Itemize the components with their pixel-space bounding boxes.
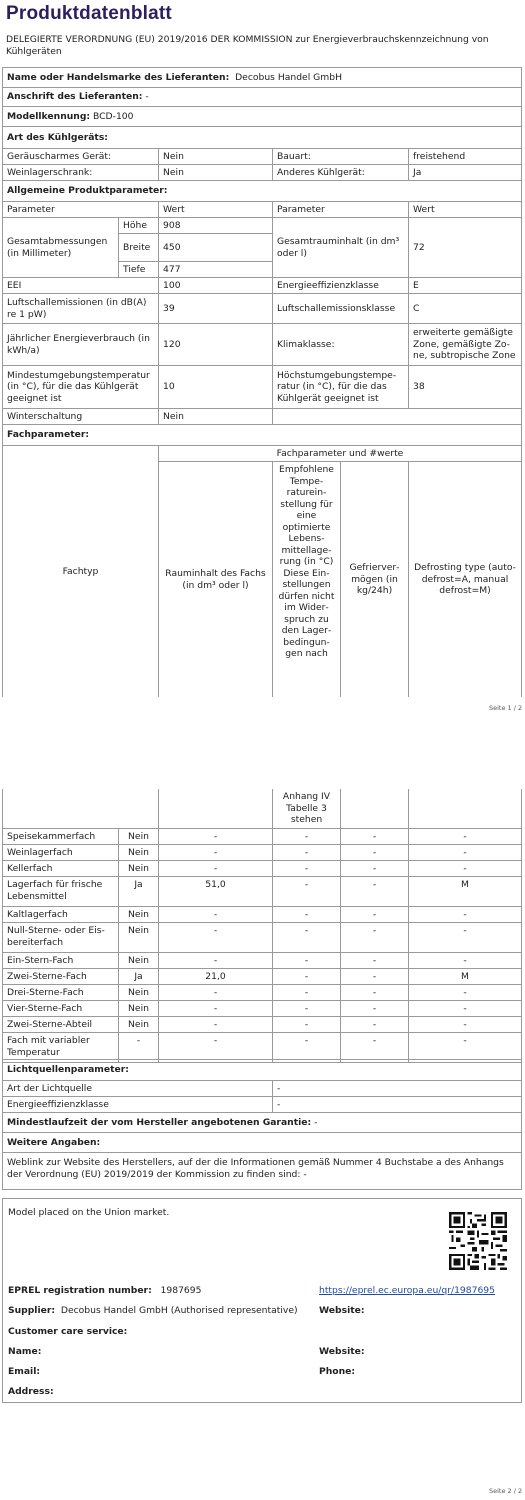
compartment-volume-cell: - [158,1016,273,1033]
page-number-1: Seite 1 / 2 [489,704,523,712]
climate-class-value: erweiterte gemäßigte Zone, gemäßigte Zone, subtropische Zone [408,323,522,366]
model-value: BCD-100 [93,110,134,122]
union-market-text: Model placed on the Union market. [8,1207,170,1218]
col-compartment-volume: Rauminhalt des Fachs (in dm³ oder l) [158,461,273,697]
max-ambient-temp-value: 38 [408,365,522,409]
compartment-freeze-cell: - [340,844,409,861]
light-efficiency-value: - [272,1096,522,1113]
compartment-defrost-cell: M [408,876,522,907]
compartment-present-cell: Nein [118,906,159,923]
dimensions-label: Gesamtabmessungen (in Millimeter) [2,217,119,278]
compartment-type-cell: Speisekammerfach [2,828,119,845]
care-phone-label: Phone: [319,1366,356,1377]
max-ambient-temp-label: Höchstumgebungstemperatur (in °C), für die das Kühlgerät geeignet ist [272,365,409,409]
general-params-heading: Allgemeine Produktparameter: [2,180,522,202]
compartment-volume-cell: - [158,906,273,923]
compartment-defrost-cell: - [408,844,522,861]
compartment-defrost-cell: - [408,828,522,845]
other-device-value: Ja [408,164,522,181]
compartment-temp-cell: - [272,984,341,1001]
warranty-value: - [314,1116,318,1128]
document-title: Produktdatenblatt [6,3,172,24]
winter-switch-value: Nein [158,408,273,425]
care-name-label: Name: [8,1346,42,1357]
compartment-freeze-cell: - [340,922,409,953]
compartment-present-cell: Nein [118,860,159,877]
compartment-defrost-cell: - [408,952,522,969]
compartment-freeze-cell: - [340,1032,409,1063]
compartment-volume-cell: - [158,828,273,845]
height-value: 908 [158,217,273,234]
compartment-volume-cell: 51,0 [158,876,273,907]
compartment-temp-cell: - [272,906,341,923]
compartment-present-cell: - [118,1032,159,1063]
compartment-type-cell: Lagerfach für frische Lebensmittel [2,876,119,907]
compartment-volume-cell: - [158,952,273,969]
compartment-present-cell: Nein [118,828,159,845]
compartment-freeze-cell: - [340,984,409,1001]
col-parameter-2: Parameter [272,201,409,218]
compartment-present-cell: Ja [118,876,159,907]
compartment-freeze-cell: - [340,876,409,907]
supplier-address-label: Anschrift des Lieferanten: [7,91,143,103]
compartment-temp-cell: - [272,922,341,953]
compartment-present-cell: Nein [118,952,159,969]
compartment-type-cell: Zwei-Sterne-Abteil [2,1016,119,1033]
total-volume-value: 72 [408,217,522,278]
col-recommended-temp: Empfohlene Temperatureinstellung für eine optimierte Lebensmittellagerung (in °C) Diese Einstellungen dürfen nicht im Widerspruch zu den Lagerbedingungen nach [272,461,341,697]
compartment-type-cell: Weinlagerfach [2,844,119,861]
compartment-freeze-cell: - [340,906,409,923]
width-value: 450 [158,233,273,262]
compartment-temp-cell: - [272,952,341,969]
compartment-defrost-cell: - [408,1016,522,1033]
compartment-freeze-cell: - [340,968,409,985]
supplier-name-value: Decobus Handel GmbH [235,71,342,83]
compartment-params-heading: Fachparameter: [2,424,522,446]
min-ambient-temp-label: Mindestumgebungstemperatur (in °C), für die das Kühlgerät geeignet ist [2,365,159,409]
eprel-link[interactable]: https://eprel.ec.europa.eu/qr/1987695 [319,1285,495,1296]
compartment-temp-cell: - [272,844,341,861]
compartment-volume-cell: - [158,922,273,953]
col-value: Wert [158,201,273,218]
design-label: Bauart: [272,148,409,165]
height-label: Höhe [118,217,159,234]
compartment-freeze-cell: - [340,828,409,845]
compartment-freeze-cell: - [340,1016,409,1033]
warranty-label: Mindestlaufzeit der vom Hersteller angebotenen Garantie: [7,1116,312,1128]
col-value-2: Wert [408,201,522,218]
compartment-present-cell: Nein [118,844,159,861]
noise-class-value: C [408,293,522,324]
compartment-volume-cell: - [158,984,273,1001]
light-params-heading: Lichtquellenparameter: [2,1059,522,1081]
col-parameter: Parameter [2,201,159,218]
supplier-address-value: - [145,91,149,103]
compartment-defrost-cell: - [408,906,522,923]
design-value: freistehend [408,148,522,165]
compartment-defrost-cell: M [408,968,522,985]
compartment-type-cell: Fach mit variabler Temperatur [2,1032,119,1063]
compartment-temp-cell: - [272,1032,341,1063]
compartment-type-cell: Vier-Sterne-Fach [2,1000,119,1017]
low-noise-value: Nein [158,148,273,165]
compartment-type-cell: Drei-Sterne-Fach [2,984,119,1001]
compartment-volume-cell: 21,0 [158,968,273,985]
model-label: Modellkennung: [7,110,91,122]
col-freezing-capacity: Gefriervermögen (in kg/24h) [340,461,409,697]
compartment-type-cell: Kaltlagerfach [2,906,119,923]
noise-value: 39 [158,293,273,324]
eprel-registration-value: 1987695 [160,1285,202,1296]
supplier-name-label: Name oder Handelsmarke des Lieferanten: [7,71,230,83]
light-source-label: Art der Lichtquelle [2,1080,273,1097]
eei-value: 100 [158,277,273,294]
total-volume-label: Gesamtrauminhalt (in dm³ oder l) [272,217,409,278]
compartment-temp-cell: - [272,860,341,877]
compartment-present-cell: Ja [118,968,159,985]
col-defrost-type-cont [408,789,522,829]
compartment-temp-cell: - [272,1000,341,1017]
compartment-volume-cell: - [158,1000,273,1017]
eprel-box [2,1198,522,1403]
regulation-subtitle: DELEGIERTE VERORDNUNG (EU) 2019/2016 DER KOMMISSION zur Energieverbrauchskennzeichnung von Kühlgeräten [6,34,489,57]
further-info-text: Weblink zur Website des Herstellers, auf der die Informationen gemäß Nummer 4 Buchstabe a des Anhangs der Verordnung (EU) 2019/2019 der Kommission zu finden sind: - [2,1152,522,1190]
compartment-type-cell: Zwei-Sterne-Fach [2,968,119,985]
qr-code-icon [449,1212,507,1270]
compartment-temp-cell: - [272,876,341,907]
col-compartment-volume-cont [158,789,273,829]
compartment-present-cell: Nein [118,1016,159,1033]
device-type-heading: Art des Kühlgeräts: [2,126,522,149]
energy-consumption-label: Jährlicher Energieverbrauch (in kWh/a) [2,323,159,366]
col-recommended-temp-cont: Anhang IV Tabelle 3 stehen [272,789,341,829]
compartment-present-cell: Nein [118,1000,159,1017]
noise-label: Luftschallemissionen (in dB(A) re 1 pW) [2,293,159,324]
compartment-defrost-cell: - [408,1032,522,1063]
compartment-defrost-cell: - [408,984,522,1001]
further-info-heading: Weitere Angaben: [2,1132,522,1153]
eprel-supplier-label: Supplier: [8,1305,56,1316]
care-website-label: Website: [319,1346,365,1357]
min-ambient-temp-value: 10 [158,365,273,409]
compartment-freeze-cell: - [340,952,409,969]
compartment-volume-cell: - [158,1032,273,1063]
compartment-volume-cell: - [158,860,273,877]
col-compartment-type-cont [2,789,159,829]
wine-cabinet-label: Weinlagerschrank: [2,164,159,181]
customer-care-label: Customer care service: [8,1326,128,1337]
compartment-freeze-cell: - [340,1000,409,1017]
width-label: Breite [118,233,159,262]
compartment-present-cell: Nein [118,922,159,953]
col-compartment-type: Fachtyp [2,445,159,697]
eei-label: EEI [2,277,159,294]
care-address-label: Address: [8,1386,54,1397]
light-efficiency-label: Energieeffizienzklasse [2,1096,273,1113]
eprel-supplier-value: Decobus Handel GmbH (Authorised representative) [60,1305,298,1316]
noise-class-label: Luftschallemissionsklasse [272,293,409,324]
compartment-defrost-cell: - [408,860,522,877]
eprel-registration-row [8,1285,201,1297]
climate-class-label: Klimaklasse: [272,323,409,366]
col-freezing-capacity-cont [340,789,409,829]
winter-switch-label: Winterschaltung [2,408,159,425]
energy-consumption-value: 120 [158,323,273,366]
depth-value: 477 [158,261,273,278]
compartment-defrost-cell: - [408,1000,522,1017]
care-email-label: Email: [8,1366,41,1377]
page-number-2: Seite 2 / 2 [489,1487,523,1495]
compartment-temp-cell: - [272,968,341,985]
eprel-website-label: Website: [319,1305,365,1316]
low-noise-label: Geräuscharmes Gerät: [2,148,159,165]
compartment-type-cell: Kellerfach [2,860,119,877]
compartment-temp-cell: - [272,1016,341,1033]
eprel-registration-label: EPREL registration number: [8,1285,152,1296]
col-defrost-type: Defrosting type (auto-defrost=A, manual defrost=M) [408,461,522,697]
compartment-present-cell: Nein [118,984,159,1001]
compartment-temp-cell: - [272,828,341,845]
warranty-row [2,1112,522,1133]
compartment-defrost-cell: - [408,922,522,953]
wine-cabinet-value: Nein [158,164,273,181]
light-source-value: - [272,1080,522,1097]
compartment-volume-cell: - [158,844,273,861]
compartment-group-header: Fachparameter und #werte [158,445,522,462]
compartment-type-cell: Ein-Stern-Fach [2,952,119,969]
efficiency-class-value: E [408,277,522,294]
eprel-supplier-row [8,1305,298,1317]
compartment-type-cell: Null-Sterne- oder Eisbereiterfach [2,922,119,953]
depth-label: Tiefe [118,261,159,278]
efficiency-class-label: Energieeffizienzklasse [272,277,409,294]
compartment-freeze-cell: - [340,860,409,877]
other-device-label: Anderes Kühlgerät: [272,164,409,181]
